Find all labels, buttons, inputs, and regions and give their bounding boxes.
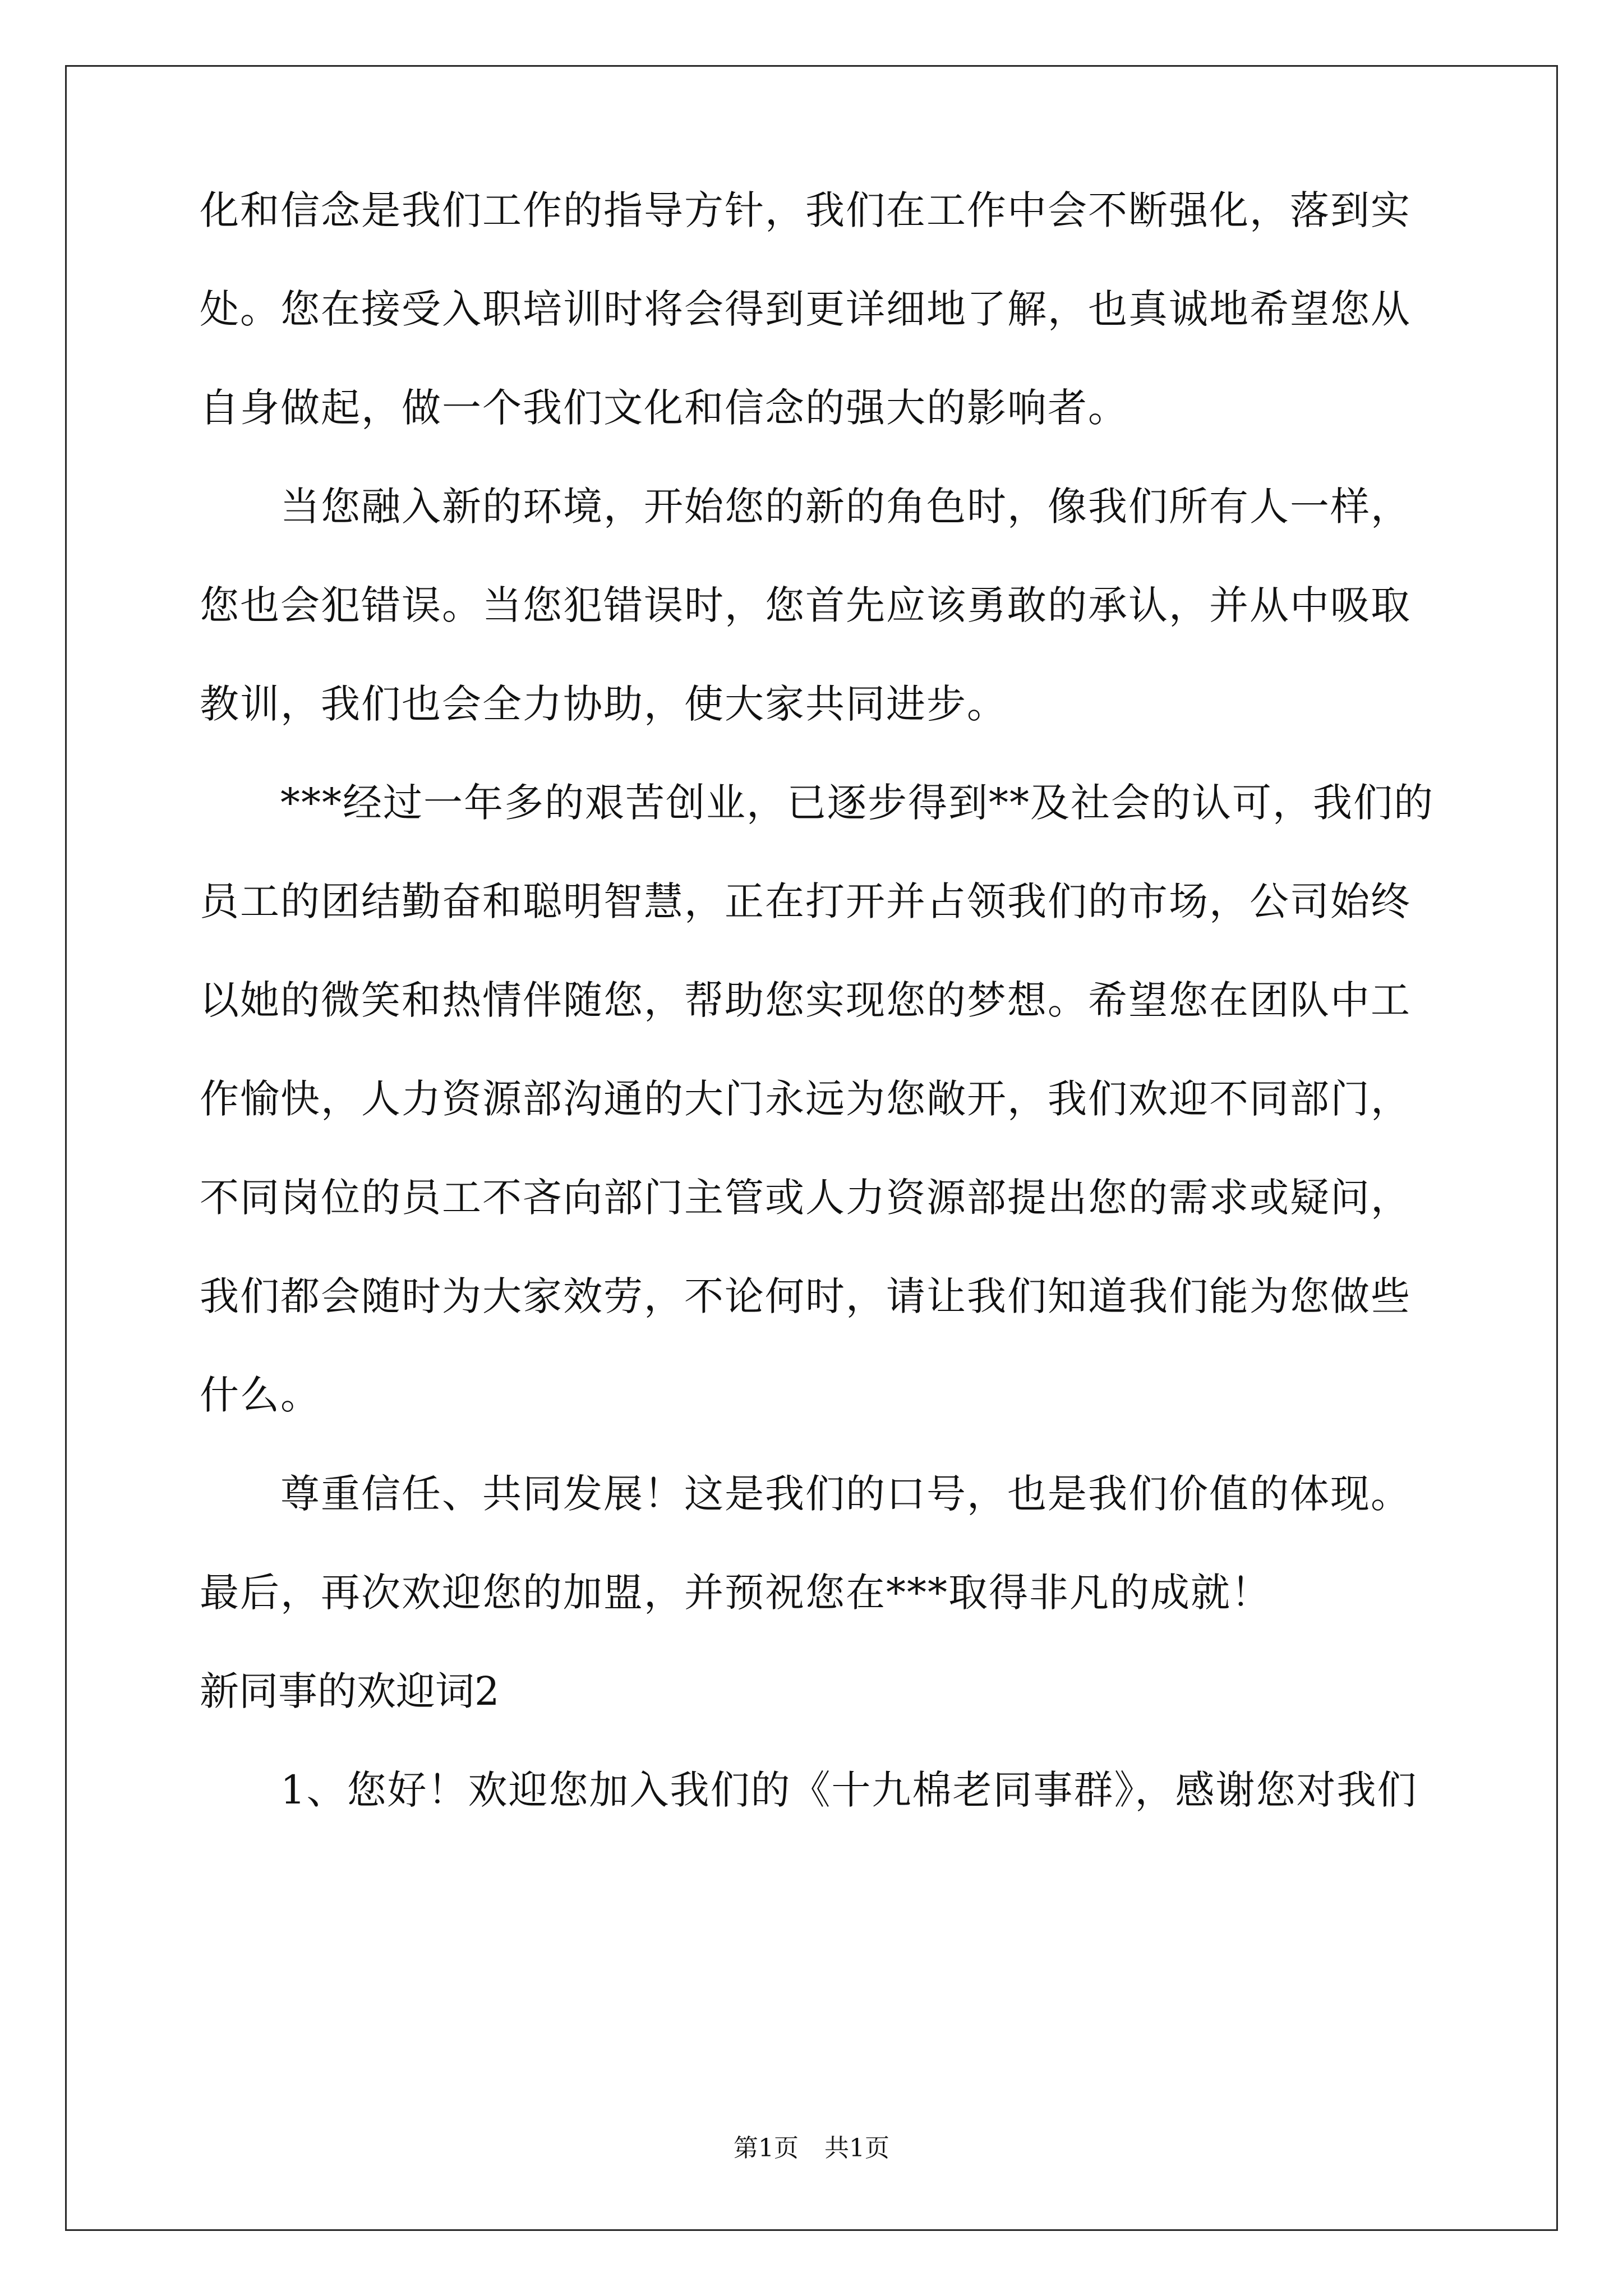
text-line: 化和信念是我们工作的指导方针，我们在工作中会不断强化，落到实: [200, 187, 1411, 233]
page-total: 共1页: [824, 2134, 889, 2162]
text-line: 教训，我们也会全力协助，使大家共同进步。: [200, 681, 1007, 727]
paragraph-first-line: 当您融入新的环境，开始您的新的角色时，像我们所有人一样，: [280, 484, 1411, 530]
text-line: 自身做起，做一个我们文化和信念的强大的影响者。: [200, 385, 1128, 431]
page-footer: [0, 2132, 1623, 2165]
text-line: 您也会犯错误。当您犯错误时，您首先应该勇敢的承认，并从中吸取: [200, 582, 1411, 628]
text-line: 不同岗位的员工不吝向部门主管或人力资源部提出您的需求或疑问，: [200, 1175, 1411, 1221]
text-line: 作愉快，人力资源部沟通的大门永远为您敞开，我们欢迎不同部门，: [200, 1076, 1411, 1122]
text-line: 什么。: [200, 1372, 321, 1418]
paragraph-first-line: 1、您好！欢迎您加入我们的《十九棉老同事群》，感谢您对我们: [280, 1767, 1418, 1813]
text-line: 我们都会随时为大家效劳，不论何时，请让我们知道我们能为您做些: [200, 1273, 1411, 1319]
paragraph-first-line: ***经过一年多的艰苦创业，已逐步得到**及社会的认可，我们的: [280, 780, 1434, 826]
text-line: 以她的微笑和热情伴随您，帮助您实现您的梦想。希望您在团队中工: [200, 977, 1411, 1023]
text-line: 最后，再次欢迎您的加盟，并预祝您在***取得非凡的成就！: [200, 1570, 1271, 1616]
page-number: 第1页: [734, 2134, 799, 2162]
text-line: 处。您在接受入职培训时将会得到更详细地了解，也真诚地希望您从: [200, 286, 1411, 332]
section-heading: 新同事的欢迎词2: [200, 1668, 500, 1714]
paragraph-first-line: 尊重信任、共同发展！这是我们的口号，也是我们价值的体现。: [280, 1471, 1411, 1517]
text-line: 员工的团结勤奋和聪明智慧，正在打开并占领我们的市场，公司始终: [200, 878, 1411, 924]
